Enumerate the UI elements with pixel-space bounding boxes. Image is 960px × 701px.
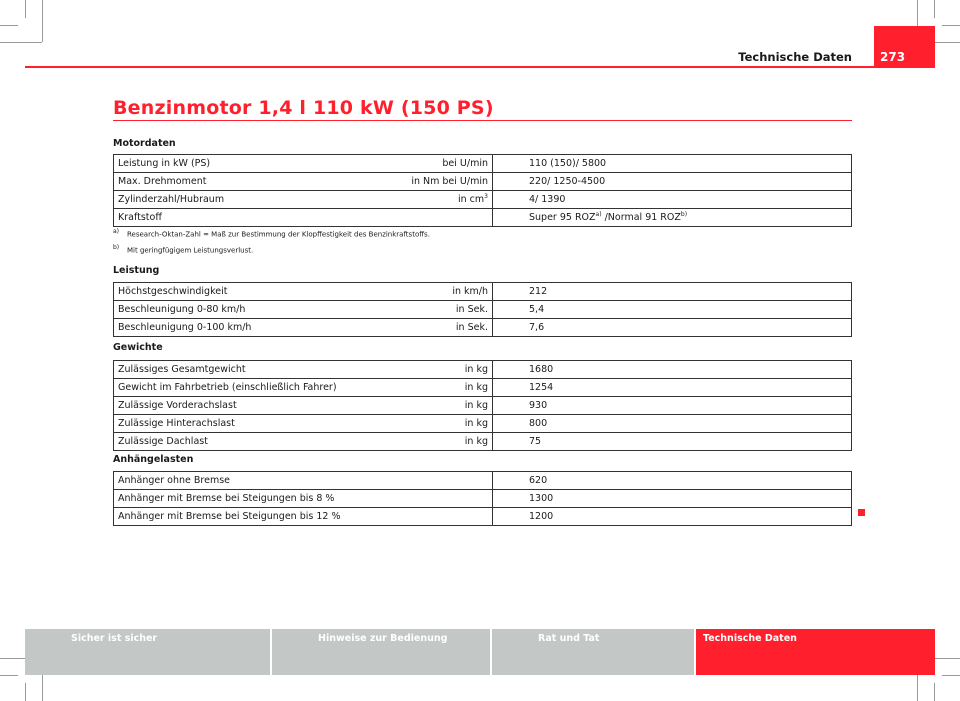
section-heading-leistung: Leistung xyxy=(113,265,160,276)
row-value: 1200 xyxy=(493,508,852,526)
title-rule xyxy=(113,120,852,121)
footnote-ref-a: a) xyxy=(595,211,602,219)
page-title: Benzinmotor 1,4 l 110 kW (150 PS) xyxy=(113,97,494,119)
row-value: 1254 xyxy=(493,379,852,397)
row-unit: in kg xyxy=(384,397,493,415)
row-unit: in Sek. xyxy=(384,301,493,319)
crop-mark xyxy=(942,25,960,26)
row-value: 620 xyxy=(493,472,852,490)
row-value: 1680 xyxy=(493,361,852,379)
table-row xyxy=(114,379,852,397)
row-value: 800 xyxy=(493,415,852,433)
table-row xyxy=(114,283,852,301)
row-label: Kraftstoff xyxy=(114,209,385,227)
crop-mark xyxy=(934,0,935,18)
row-unit: in kg xyxy=(384,433,493,451)
tab-label: Sicher ist sicher xyxy=(71,633,158,644)
row-label: Anhänger mit Bremse bei Steigungen bis 8 % xyxy=(114,490,493,508)
header-rule xyxy=(25,66,935,68)
row-label: Zulässiges Gesamtgewicht xyxy=(114,361,385,379)
row-label: Max. Drehmoment xyxy=(114,173,385,191)
row-value xyxy=(493,209,852,227)
footnote-mark: a) xyxy=(113,228,120,235)
table-row xyxy=(114,319,852,337)
tab-hinweise-zur-bedienung[interactable] xyxy=(272,629,490,675)
row-value: 930 xyxy=(493,397,852,415)
row-label: Beschleunigung 0-80 km/h xyxy=(114,301,385,319)
row-unit: in kg xyxy=(384,415,493,433)
fuel-value-b: /Normal 91 ROZ xyxy=(601,212,681,224)
section-heading-gewichte: Gewichte xyxy=(113,342,163,353)
row-label: Zulässige Dachlast xyxy=(114,433,385,451)
row-unit xyxy=(384,209,493,227)
page-number: 273 xyxy=(874,26,935,68)
row-value: 5,4 xyxy=(493,301,852,319)
tab-label: Hinweise zur Bedienung xyxy=(318,633,448,644)
section-heading-motordaten: Motordaten xyxy=(113,138,176,149)
crop-mark xyxy=(942,675,960,676)
row-value: 110 (150)/ 5800 xyxy=(493,155,852,173)
row-label: Anhänger mit Bremse bei Steigungen bis 12 % xyxy=(114,508,493,526)
row-label: Zulässige Vorderachslast xyxy=(114,397,385,415)
unit-text: in cm xyxy=(458,194,485,206)
unit-superscript: 3 xyxy=(484,193,488,201)
row-label: Höchstgeschwindigkeit xyxy=(114,283,385,301)
row-unit: in Sek. xyxy=(384,319,493,337)
crop-mark xyxy=(0,675,18,676)
tab-label: Rat und Tat xyxy=(538,633,600,644)
table-leistung xyxy=(113,282,852,337)
table-row xyxy=(114,361,852,379)
footnote-text: Mit geringfügigem Leistungsverlust. xyxy=(127,246,254,255)
row-value: 75 xyxy=(493,433,852,451)
crop-mark xyxy=(25,683,26,701)
footnote-text: Research-Oktan-Zahl = Maß zur Bestimmung der Klopffestigkeit des Benzinkraftstoffs. xyxy=(127,230,430,239)
row-unit: in kg xyxy=(384,361,493,379)
table-anhaengelasten xyxy=(113,471,852,526)
tab-rat-und-tat[interactable] xyxy=(492,629,694,675)
table-row xyxy=(114,433,852,451)
table-row xyxy=(114,415,852,433)
table-row xyxy=(114,209,852,227)
row-label: Zylinderzahl/Hubraum xyxy=(114,191,385,209)
row-unit: bei U/min xyxy=(384,155,493,173)
table-motordaten xyxy=(113,154,852,227)
footnote-mark: b) xyxy=(113,244,120,251)
crop-mark xyxy=(0,25,18,26)
section-heading-anhaengelasten: Anhängelasten xyxy=(113,454,194,465)
table-row xyxy=(114,173,852,191)
row-value: 1300 xyxy=(493,490,852,508)
row-label: Anhänger ohne Bremse xyxy=(114,472,493,490)
fuel-value-a: Super 95 ROZ xyxy=(529,212,596,224)
footnote-b xyxy=(113,244,253,254)
table-row xyxy=(114,490,852,508)
row-value: 7,6 xyxy=(493,319,852,337)
table-row xyxy=(114,301,852,319)
tab-label: Technische Daten xyxy=(703,633,797,644)
row-label: Beschleunigung 0-100 km/h xyxy=(114,319,385,337)
chapter-nav-bar xyxy=(25,629,935,675)
running-header: Technische Daten xyxy=(738,50,852,64)
crop-mark xyxy=(25,0,26,18)
row-unit: in Nm bei U/min xyxy=(384,173,493,191)
table-gewichte xyxy=(113,360,852,451)
table-row xyxy=(114,397,852,415)
table-row xyxy=(114,472,852,490)
row-unit: in kg xyxy=(384,379,493,397)
row-value: 212 xyxy=(493,283,852,301)
footnote-a xyxy=(113,228,430,238)
end-of-section-marker xyxy=(858,509,865,516)
table-row xyxy=(114,191,852,209)
table-row xyxy=(114,155,852,173)
tab-technische-daten[interactable] xyxy=(696,629,935,675)
row-label: Gewicht im Fahrbetrieb (einschließlich Fahrer) xyxy=(114,379,385,397)
row-value: 220/ 1250-4500 xyxy=(493,173,852,191)
tab-sicher-ist-sicher[interactable] xyxy=(25,629,270,675)
row-unit xyxy=(384,191,493,209)
row-value: 4/ 1390 xyxy=(493,191,852,209)
crop-mark xyxy=(934,683,935,701)
row-label: Leistung in kW (PS) xyxy=(114,155,385,173)
crop-mark xyxy=(0,42,42,43)
footnote-ref-b: b) xyxy=(680,211,688,219)
table-row xyxy=(114,508,852,526)
crop-mark xyxy=(42,0,43,42)
row-unit: in km/h xyxy=(384,283,493,301)
row-label: Zulässige Hinterachslast xyxy=(114,415,385,433)
